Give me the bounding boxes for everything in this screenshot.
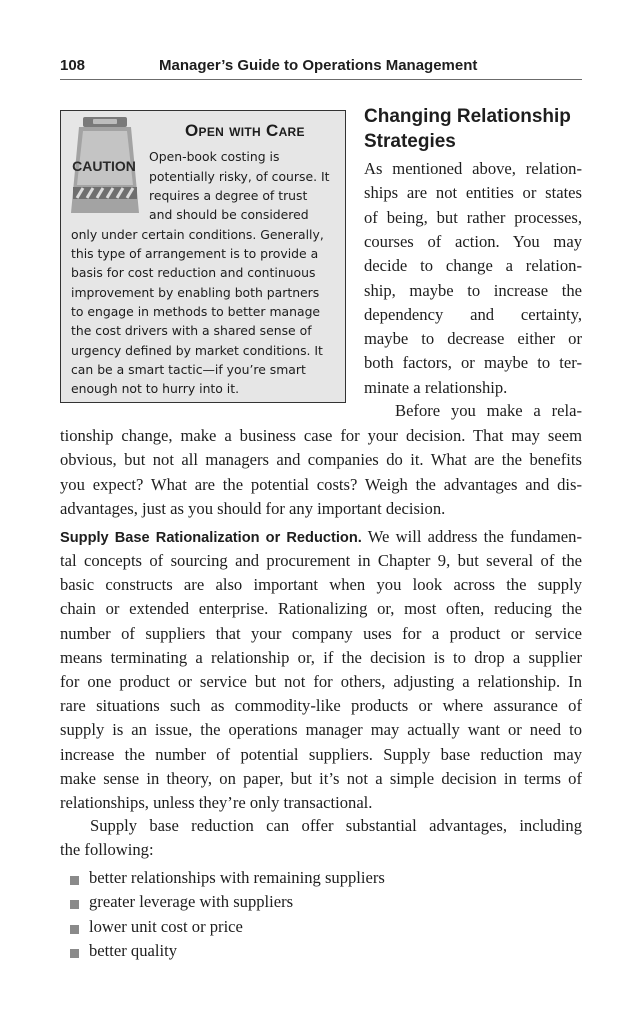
supply-line: means terminating a relationship or, if the decision is to drop a supplier <box>60 648 582 667</box>
sidebar-line: requires a degree of trust <box>149 188 308 203</box>
sidebar-line: urgency defined by market conditions. It <box>71 343 323 358</box>
bullet-marker-icon <box>70 876 79 885</box>
bullet-item: greater leverage with suppliers <box>89 892 294 911</box>
column-line: both factors, or maybe to ter- <box>364 353 582 372</box>
caution-sign-label: CAUTION <box>72 158 136 174</box>
supply-line: for one product or service but not for others, adjusting a relationship. In <box>60 672 582 691</box>
supply-line: relationships, unless they’re only transactional. <box>60 793 373 812</box>
supply-line: number of suppliers that your company uses for a product or service <box>60 624 582 643</box>
sidebar-line: Open-book costing is <box>149 149 280 164</box>
column-line: minate a relationship. <box>364 378 508 397</box>
supply-line: tal concepts of sourcing and procurement in Chapter 9, but several of the <box>60 551 582 570</box>
supply-line: increase the number of potential suppliers. Supply base reduction may <box>60 745 582 764</box>
running-head <box>60 55 582 80</box>
column-line: of being, but rather processes, <box>364 208 582 227</box>
supply-first-rest: We will address the fundamen- <box>367 527 582 546</box>
sidebar-line: improvement by enabling both partners <box>71 285 320 300</box>
para2-line: tionship change, make a business case for your decision. That may seem <box>60 426 582 445</box>
para2-line: obvious, but not all managers and companies do it. What are the benefits <box>60 450 582 469</box>
supply-line: supply is an issue, the operations manager may actually want or need to <box>60 720 582 739</box>
sidebar-line: can be a smart tactic—if you’re smart <box>71 362 306 377</box>
sidebar-line: and should be considered <box>149 207 309 222</box>
section-heading-line-2: Strategies <box>364 131 456 152</box>
caution-sign-icon <box>69 115 141 215</box>
caution-sidebar <box>60 110 346 403</box>
supply-first-line <box>60 527 582 547</box>
page-number: 108 <box>60 57 86 74</box>
sidebar-line: to engage in methods to better manage <box>71 304 321 319</box>
advantages-line: Supply base reduction can offer substantial advantages, including <box>90 816 582 835</box>
column-line: decide to change a relation- <box>364 256 582 275</box>
sidebar-line: basis for cost reduction and continuous <box>71 265 316 280</box>
bullet-item: better relationships with remaining suppliers <box>89 868 385 887</box>
sidebar-line: this type of arrangement is to provide a <box>71 246 319 261</box>
column-line: maybe to decrease either or <box>364 329 582 348</box>
column-line: courses of action. You may <box>364 232 582 251</box>
bullet-marker-icon <box>70 925 79 934</box>
para2-line: you expect? What are the potential costs? Weigh the advantages and dis- <box>60 475 582 494</box>
supply-line: basic constructs are also important when you look across the supply <box>60 575 582 594</box>
para2-first-line: Before you make a rela- <box>395 401 582 420</box>
sidebar-line: enough not to hurry into it. <box>71 381 240 396</box>
column-line: ships are not entities or states <box>364 183 582 202</box>
advantages-line: the following: <box>60 840 154 859</box>
bullet-item: lower unit cost or price <box>89 917 243 936</box>
supply-line: chain or extended enterprise. Rationalizing or, most often, reducing the <box>60 599 582 618</box>
supply-line: rare situations such as commodity-like products or where assurance of <box>60 696 582 715</box>
bullet-marker-icon <box>70 900 79 909</box>
sidebar-line: the cost drivers with a shared sense of <box>71 323 312 338</box>
column-line: ship, maybe to increase the <box>364 281 582 300</box>
sidebar-line: only under certain conditions. Generally, <box>71 227 324 242</box>
sidebar-heading: Open with Care <box>185 121 305 140</box>
supply-line: make sense in theory, on paper, but it’s not a simple decision in terms of <box>60 769 582 788</box>
bullet-marker-icon <box>70 949 79 958</box>
bullet-item: better quality <box>89 941 178 960</box>
para2-line: advantages, just as you should for any important decision. <box>60 499 446 518</box>
supply-runin-heading: Supply Base Rationalization or Reduction. <box>60 530 362 546</box>
column-line: dependency and certainty, <box>364 305 582 324</box>
sidebar-line: potentially risky, of course. It <box>149 169 330 184</box>
section-heading-line-1: Changing Relationship <box>364 106 571 127</box>
column-line: As mentioned above, relation- <box>364 159 582 178</box>
book-title: Manager’s Guide to Operations Management <box>159 57 478 74</box>
